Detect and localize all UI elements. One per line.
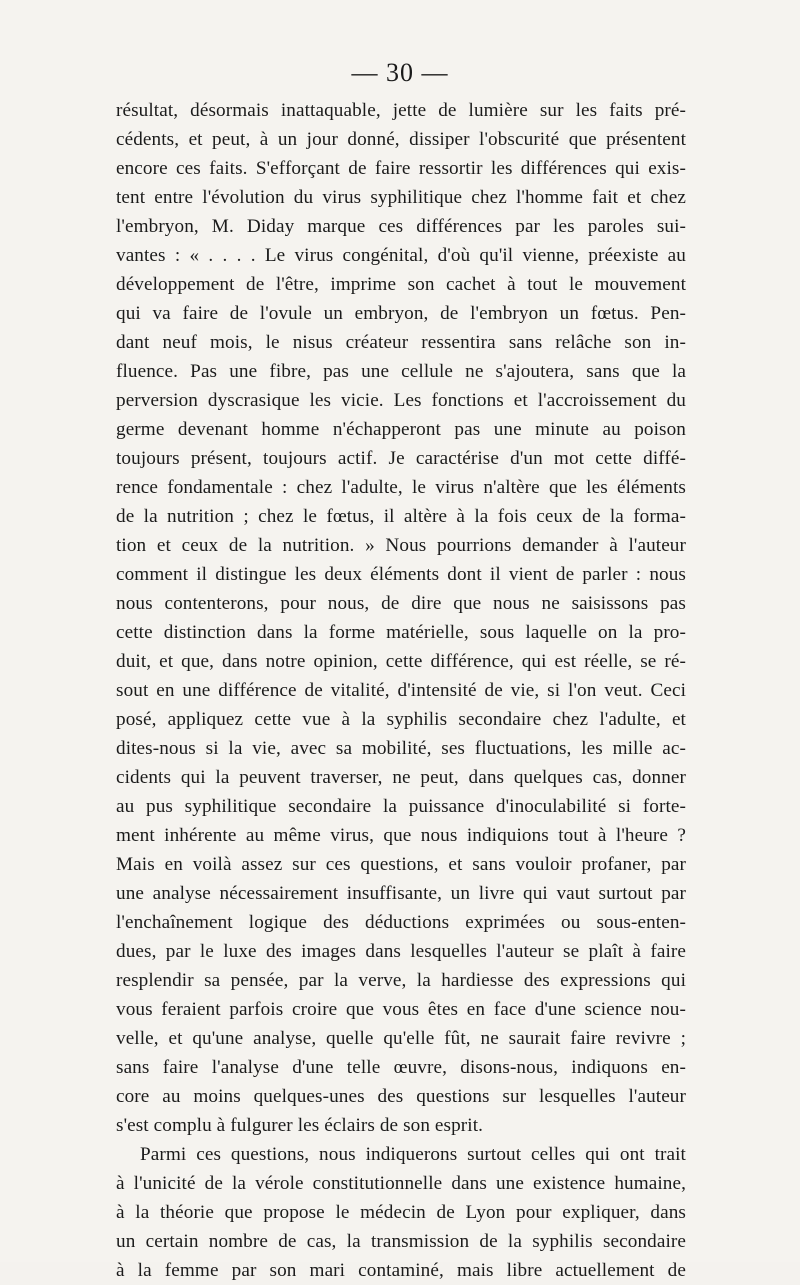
text-line: à la théorie que propose le médecin de Lyon pour expliquer, dans	[116, 1202, 686, 1223]
text-line: nous contenterons, pour nous, de dire que nous ne saisissons pas	[116, 593, 686, 614]
text-line: qui va faire de l'ovule un embryon, de l'embryon un fœtus. Pen-	[116, 303, 686, 324]
text-line: sout en une différence de vitalité, d'intensité de vie, si l'on veut. Ceci	[116, 680, 686, 701]
text-line: fluence. Pas une fibre, pas une cellule ne s'ajoutera, sans que la	[116, 361, 686, 382]
text-line: duit, et que, dans notre opinion, cette différence, qui est réelle, se ré-	[116, 651, 686, 672]
text-line: cédents, et peut, à un jour donné, dissiper l'obscurité que présentent	[116, 129, 686, 150]
text-line: à l'unicité de la vérole constitutionnelle dans une existence humaine,	[116, 1173, 686, 1194]
page-number: — 30 —	[351, 58, 449, 87]
text-line: cette distinction dans la forme matérielle, sous laquelle on la pro-	[116, 622, 686, 643]
text-line: dites-nous si la vie, avec sa mobilité, ses fluctuations, les mille ac-	[116, 738, 686, 759]
text-line: Parmi ces questions, nous indiquerons surtout celles qui ont trait	[140, 1144, 686, 1165]
text-line: l'enchaînement logique des déductions exprimées ou sous-enten-	[116, 912, 686, 933]
text-line: s'est complu à fulgurer les éclairs de son esprit.	[116, 1115, 484, 1136]
paragraph-2	[116, 1140, 686, 1285]
text-line: au pus syphilitique secondaire la puissance d'inoculabilité si forte-	[116, 796, 686, 817]
text-line: core au moins quelques-unes des questions sur lesquelles l'auteur	[116, 1086, 686, 1107]
body-text	[116, 96, 686, 1285]
text-line: développement de l'être, imprime son cachet à tout le mouvement	[116, 274, 686, 295]
text-line: toujours présent, toujours actif. Je caractérise d'un mot cette diffé-	[116, 448, 686, 469]
text-line: resplendir sa pensée, par la verve, la hardiesse des expressions qui	[116, 970, 686, 991]
text-line: cidents qui la peuvent traverser, ne peut, dans quelques cas, donner	[116, 767, 686, 788]
text-line: l'embryon, M. Diday marque ces différences par les paroles sui-	[116, 216, 686, 237]
text-line: velle, et qu'une analyse, quelle qu'elle fût, ne saurait faire revivre ;	[116, 1028, 686, 1049]
text-line: rence fondamentale : chez l'adulte, le virus n'altère que les éléments	[116, 477, 686, 498]
text-line: à la femme par son mari contaminé, mais libre actuellement de	[116, 1260, 686, 1281]
paragraph-1	[116, 96, 686, 1140]
text-line: perversion dyscrasique les vicie. Les fonctions et l'accroissement du	[116, 390, 686, 411]
text-line: comment il distingue les deux éléments dont il vient de parler : nous	[116, 564, 686, 585]
text-line: résultat, désormais inattaquable, jette de lumière sur les faits pré-	[116, 100, 686, 121]
text-line: tion et ceux de la nutrition. » Nous pourrions demander à l'auteur	[116, 535, 686, 556]
text-line: tent entre l'évolution du virus syphilitique chez l'homme fait et chez	[116, 187, 686, 208]
text-line: posé, appliquez cette vue à la syphilis secondaire chez l'adulte, et	[116, 709, 686, 730]
text-line: vous feraient parfois croire que vous êtes en face d'une science nou-	[116, 999, 686, 1020]
text-line: encore ces faits. S'efforçant de faire ressortir les différences qui exis-	[116, 158, 686, 179]
text-line: germe devenant homme n'échapperont pas une minute au poison	[116, 419, 686, 440]
text-line: sans faire l'analyse d'une telle œuvre, disons-nous, indiquons en-	[116, 1057, 686, 1078]
text-line: de la nutrition ; chez le fœtus, il altère à la fois ceux de la forma-	[116, 506, 686, 527]
text-line: vantes : « . . . . Le virus congénital, d'où qu'il vienne, préexiste au	[116, 245, 686, 266]
text-line: un certain nombre de cas, la transmission de la syphilis secondaire	[116, 1231, 686, 1252]
text-line: dues, par le luxe des images dans lesquelles l'auteur se plaît à faire	[116, 941, 686, 962]
text-line: Mais en voilà assez sur ces questions, et sans vouloir profaner, par	[116, 854, 686, 875]
text-line: une analyse nécessairement insuffisante, un livre qui vaut surtout par	[116, 883, 686, 904]
text-line: ment inhérente au même virus, que nous indiquions tout à l'heure ?	[116, 825, 686, 846]
text-line: dant neuf mois, le nisus créateur ressentira sans relâche son in-	[116, 332, 686, 353]
